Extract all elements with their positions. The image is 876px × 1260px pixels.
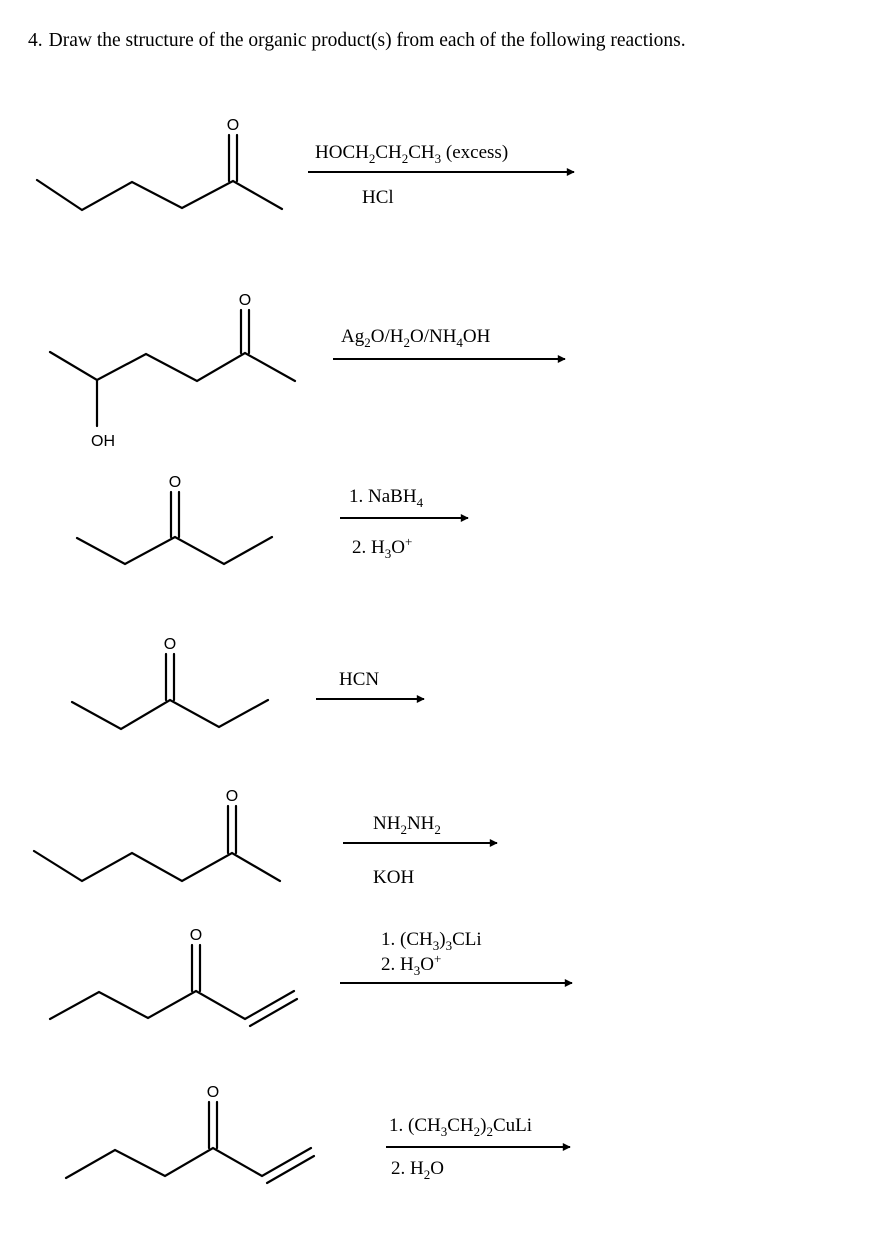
- carbonyl-oxygen-label: O: [225, 788, 239, 805]
- reactant-2-hexanone: [34, 788, 280, 881]
- reagent-below: 2. $H_3O^+$: [352, 534, 413, 561]
- question-number: 4.: [28, 30, 43, 51]
- reactant-2-hexanone: [37, 117, 282, 210]
- reaction-5: [34, 788, 497, 888]
- reagent-above: $HOCH_2CH_2CH_3$ (excess): [315, 142, 509, 166]
- reagent-above: 1. NaBH$_4$: [349, 486, 424, 510]
- reagent-above: $Ag_2O/H_2O/NH_4OH$: [341, 326, 491, 350]
- reaction-4: [72, 636, 424, 729]
- reagent-above-step-2: 2. $H_3O^+$: [381, 951, 442, 978]
- carbonyl-oxygen-label: O: [189, 927, 203, 944]
- question-text: Draw the structure of the organic product(s) from each of the following reactions.: [48, 30, 686, 51]
- reactant-3-pentanone: [77, 474, 272, 564]
- carbonyl-oxygen-label: O: [168, 474, 182, 491]
- reagent-above: 1. $(CH_3CH_2)_2CuLi$: [389, 1115, 533, 1139]
- hydroxyl-label: OH: [91, 433, 115, 450]
- carbonyl-oxygen-label: O: [226, 117, 240, 134]
- reagent-above-step-1: 1. $(CH_3)_3CLi$: [381, 929, 482, 953]
- reaction-6: [50, 927, 572, 1026]
- reaction-7: [66, 1084, 570, 1183]
- carbonyl-oxygen-label: O: [163, 636, 177, 653]
- reaction-1: [37, 117, 574, 210]
- reactant-4-hydroxy-2-pentanone: [50, 292, 295, 450]
- reactant-1-hexen-3-one: [66, 1084, 314, 1183]
- reagent-above: HCN: [339, 669, 380, 690]
- reaction-3: [77, 474, 468, 564]
- reagent-below: HCl: [362, 187, 394, 208]
- reactant-3-pentanone: [72, 636, 268, 729]
- reaction-2: [50, 292, 565, 450]
- reagent-below: 2. $H_2O$: [391, 1158, 444, 1182]
- reactant-1-hexen-3-one: [50, 927, 297, 1026]
- reagent-above: $NH_2NH_2$: [373, 813, 441, 837]
- carbonyl-oxygen-label: O: [206, 1084, 220, 1101]
- carbonyl-oxygen-label: O: [238, 292, 252, 309]
- reagent-below: KOH: [373, 867, 415, 888]
